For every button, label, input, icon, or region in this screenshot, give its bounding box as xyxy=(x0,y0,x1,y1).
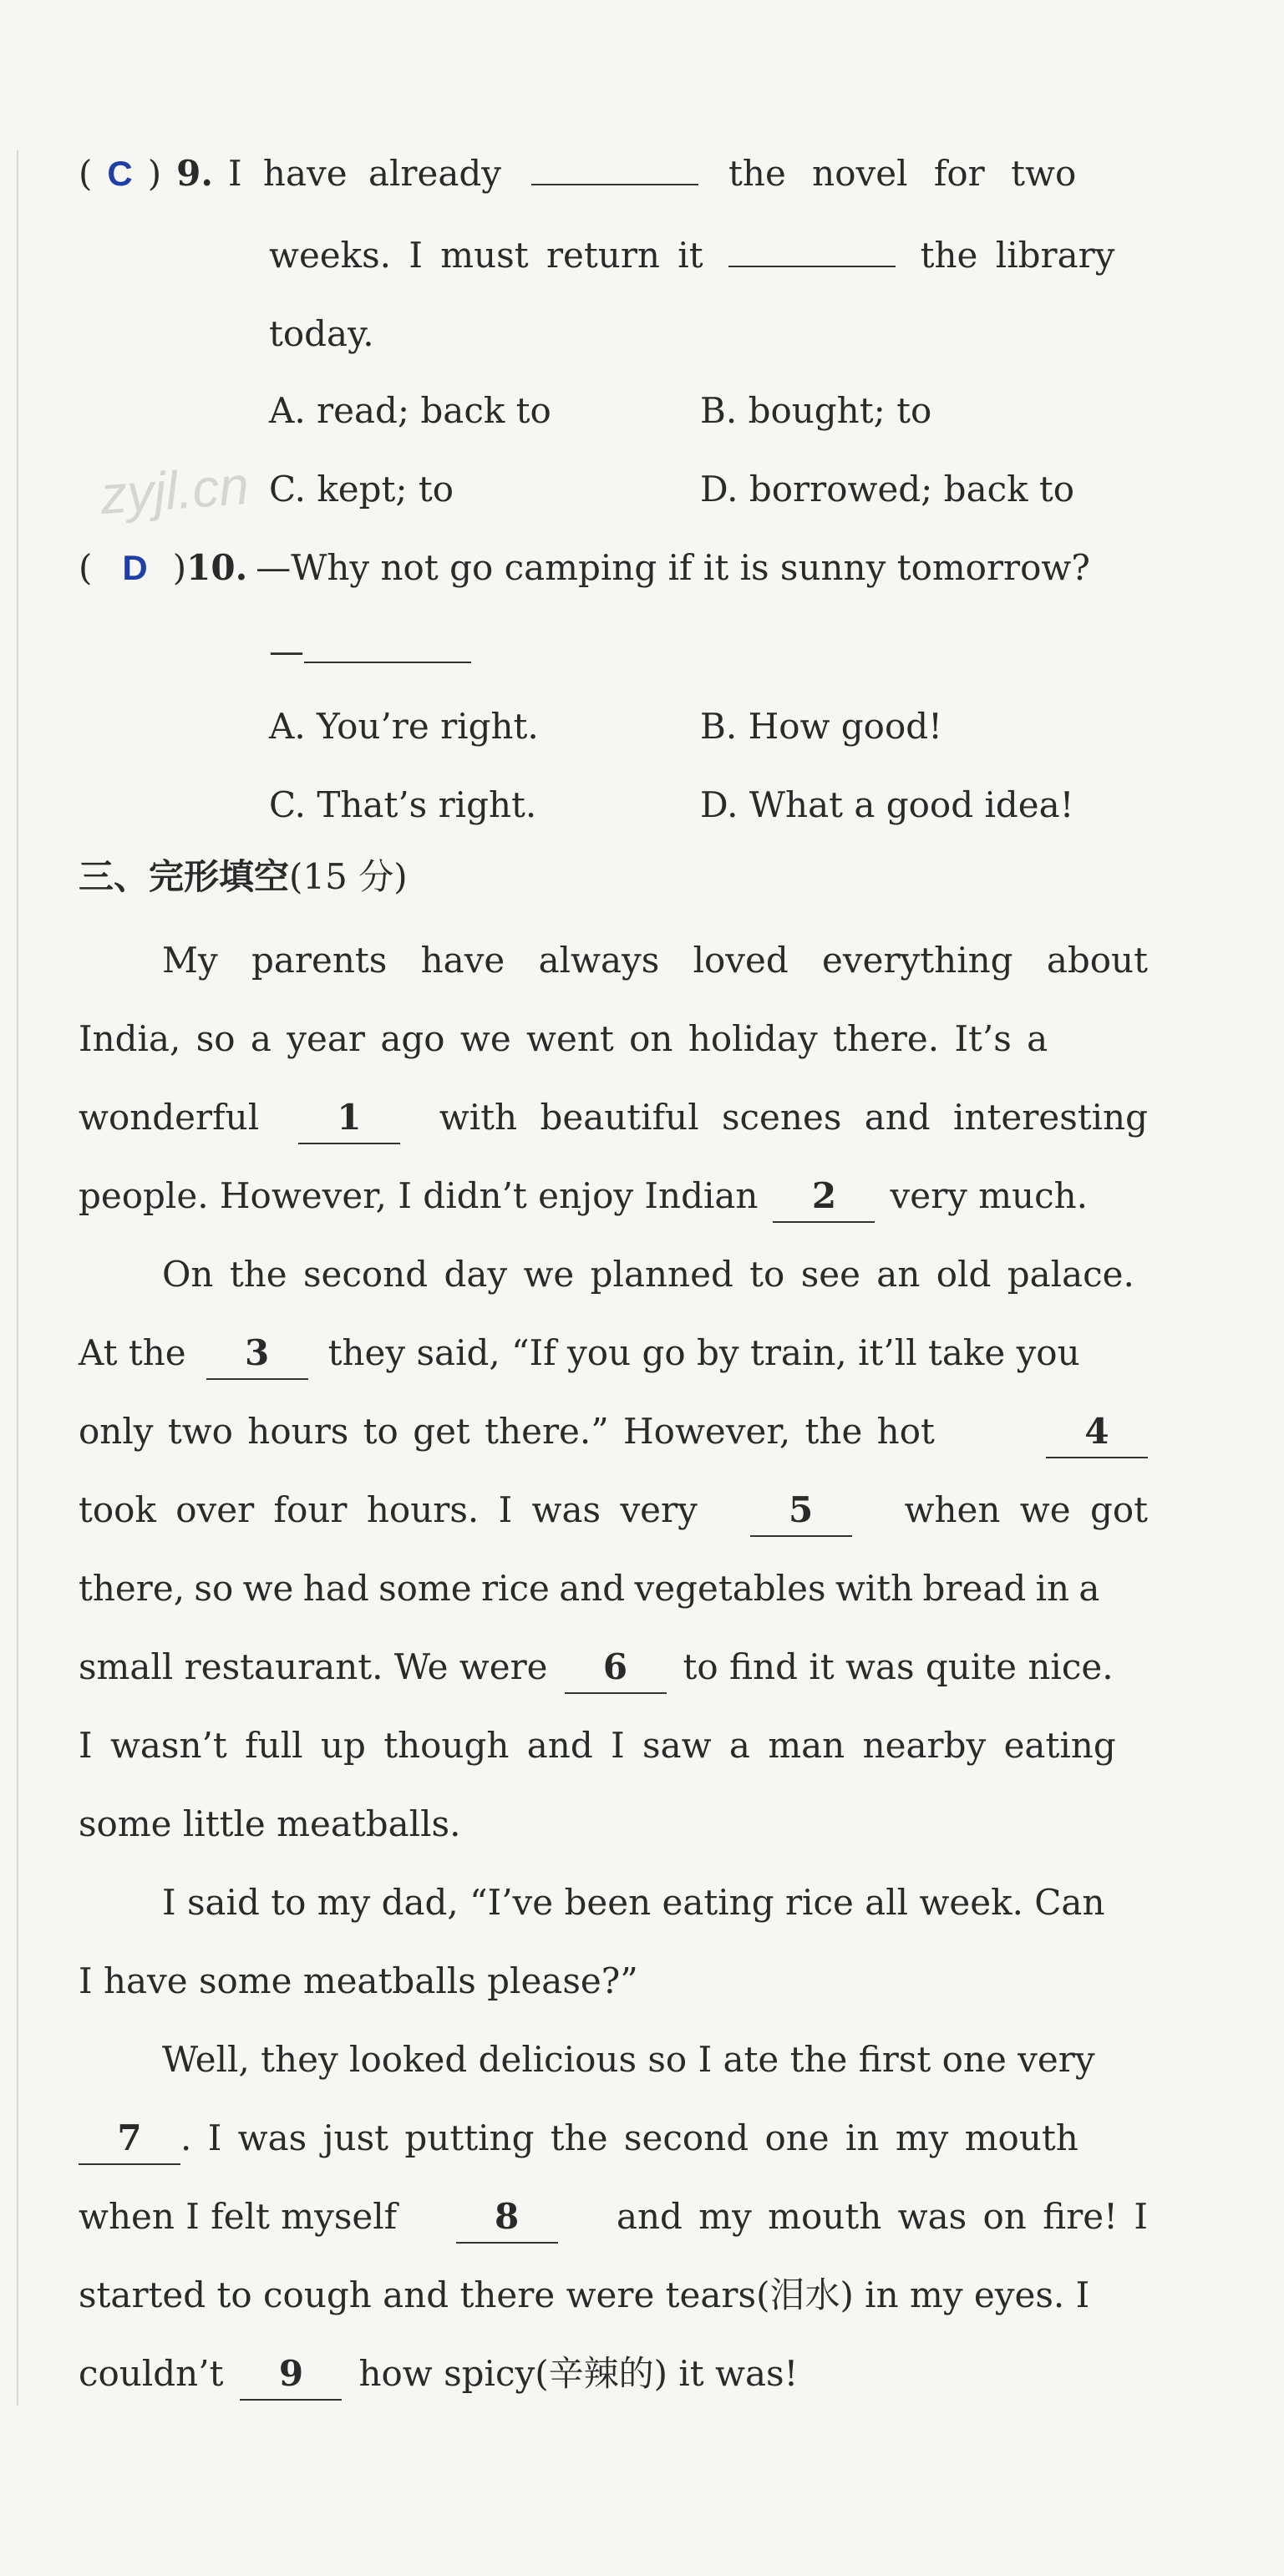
section-score: (15 分) xyxy=(289,856,408,897)
passage-p2-line-3 xyxy=(79,1407,1148,1458)
passage-p1-line-3 xyxy=(79,1093,1148,1144)
q9-line-1 xyxy=(79,147,1148,199)
q9-option-d: D. borrowed; back to xyxy=(700,469,1075,510)
q9-text-2b: the library xyxy=(920,235,1115,276)
passage-text: and my mouth was on fire! I xyxy=(616,2196,1148,2237)
passage-p2-line-7 xyxy=(79,1721,1148,1771)
q9-paren-close: ) xyxy=(147,153,162,194)
passage-text: On the second day we planned to see an old palace. xyxy=(162,1254,1134,1295)
q9-option-c: C. kept; to xyxy=(269,469,454,510)
passage-p2-line-1 xyxy=(162,1250,1231,1300)
p1-word: loved xyxy=(693,940,789,981)
q10-paren-close: ) xyxy=(172,547,187,588)
q9-blank-2 xyxy=(728,229,896,267)
blank-2: 2 xyxy=(773,1171,875,1223)
passage-text: when we got xyxy=(904,1489,1148,1530)
passage-p1-line-1 xyxy=(162,936,1148,986)
p1-word: everything xyxy=(822,940,1013,981)
p1-word: parents xyxy=(251,940,388,981)
passage-p4-line-2 xyxy=(79,2113,1148,2165)
passage-text: I have some meatballs please?” xyxy=(79,1960,638,2001)
passage-text: to find it was quite nice. xyxy=(683,1646,1114,1687)
passage-p2-line-2 xyxy=(79,1328,1148,1380)
q9-number: 9. xyxy=(176,153,213,194)
q10-option-b: B. How good! xyxy=(700,706,943,747)
passage-text: India, so a year ago we went on holiday there. It’s a xyxy=(79,1018,1048,1059)
q9-paren-open: ( xyxy=(79,153,93,194)
passage-p4-line-5 xyxy=(79,2349,1148,2401)
q10-option-c: C. That’s right. xyxy=(269,784,537,825)
q10-prompt: —Why not go camping if it is sunny tomorrow? xyxy=(256,547,1090,588)
q10-option-d: D. What a good idea! xyxy=(700,784,1074,825)
q10-reply-dash: — xyxy=(269,631,304,672)
passage-text: people. However, I didn’t enjoy Indian xyxy=(79,1175,759,1216)
passage-text: there, so we had some rice and vegetables with bread in a xyxy=(79,1568,1100,1609)
q9-text-2a: weeks. I must return it xyxy=(269,235,703,276)
passage-text: with beautiful scenes and interesting xyxy=(439,1097,1148,1138)
passage-text: started to cough and there were tears(泪水) in my eyes. I xyxy=(79,2274,1090,2315)
passage-text: I wasn’t full up though and I saw a man nearby eating xyxy=(79,1725,1116,1766)
passage-text: took over four hours. I was very xyxy=(79,1489,698,1530)
passage-text: I said to my dad, “I’ve been eating rice all week. Can xyxy=(162,1882,1105,1923)
passage-p4-line-4 xyxy=(79,2270,1148,2320)
q9-option-a: A. read; back to xyxy=(269,390,551,431)
section-heading xyxy=(79,852,408,902)
watermark: zyjl.cn xyxy=(98,454,251,526)
passage-text: . I was just putting the second one in my mouth xyxy=(180,2117,1078,2158)
blank-4: 4 xyxy=(1046,1407,1148,1458)
passage-text: Well, they looked delicious so I ate the first one very xyxy=(162,2039,1095,2080)
p1-word: have xyxy=(420,940,505,981)
q10-line-1 xyxy=(79,543,1148,593)
passage-p4-line-1 xyxy=(162,2035,1231,2085)
q9-answer: C xyxy=(107,154,133,193)
passage-text: wonderful xyxy=(79,1097,260,1138)
blank-7: 7 xyxy=(79,2113,180,2165)
section-title: 三、完形填空 xyxy=(79,856,290,897)
passage-p3-line-1 xyxy=(162,1878,1231,1928)
passage-p2-line-5 xyxy=(79,1564,1148,1614)
p1-word: always xyxy=(538,940,660,981)
blank-9: 9 xyxy=(240,2349,342,2401)
passage-text: small restaurant. We were xyxy=(79,1646,548,1687)
passage-p2-line-6 xyxy=(79,1642,1148,1694)
passage-text: only two hours to get there.” However, the hot xyxy=(79,1411,935,1452)
blank-1: 1 xyxy=(298,1093,400,1144)
margin-line xyxy=(17,150,18,2406)
blank-6: 6 xyxy=(565,1642,667,1694)
q10-blank xyxy=(304,625,471,663)
blank-3: 3 xyxy=(206,1328,308,1380)
passage-text: At the xyxy=(79,1332,186,1373)
passage-text: when I felt myself xyxy=(79,2196,398,2237)
passage-p2-line-4 xyxy=(79,1485,1148,1537)
q10-line-2 xyxy=(269,625,1148,677)
passage-p4-line-3 xyxy=(79,2192,1148,2244)
q9-line-3 xyxy=(269,309,1148,359)
passage-text: couldn’t xyxy=(79,2353,224,2394)
p1-word: My xyxy=(162,940,218,981)
p1-word: about xyxy=(1046,940,1148,981)
passage-p2-line-8 xyxy=(79,1799,1148,1849)
q10-paren-open: ( xyxy=(79,547,93,588)
passage-text: some little meatballs. xyxy=(79,1803,461,1844)
q10-option-a: A. You’re right. xyxy=(269,706,539,747)
q9-text-1b: the novel for two xyxy=(728,153,1077,194)
blank-8: 8 xyxy=(456,2192,558,2244)
q9-text-3: today. xyxy=(269,313,374,354)
passage-p3-line-2 xyxy=(79,1956,1148,2006)
passage-p1-line-2 xyxy=(79,1014,1148,1064)
q9-blank-1 xyxy=(531,147,698,185)
q9-option-b: B. bought; to xyxy=(700,390,932,431)
passage-p1-line-4 xyxy=(79,1171,1148,1223)
passage-text: they said, “If you go by train, it’ll take you xyxy=(327,1332,1080,1373)
q9-text-1a: I have already xyxy=(227,153,502,194)
blank-5: 5 xyxy=(750,1485,852,1537)
q9-line-2 xyxy=(269,229,1148,281)
q10-answer: D xyxy=(122,548,148,587)
passage-text: very much. xyxy=(890,1175,1089,1216)
q10-number: 10. xyxy=(186,547,248,588)
passage-text: how spicy(辛辣的) it was! xyxy=(358,2353,799,2394)
